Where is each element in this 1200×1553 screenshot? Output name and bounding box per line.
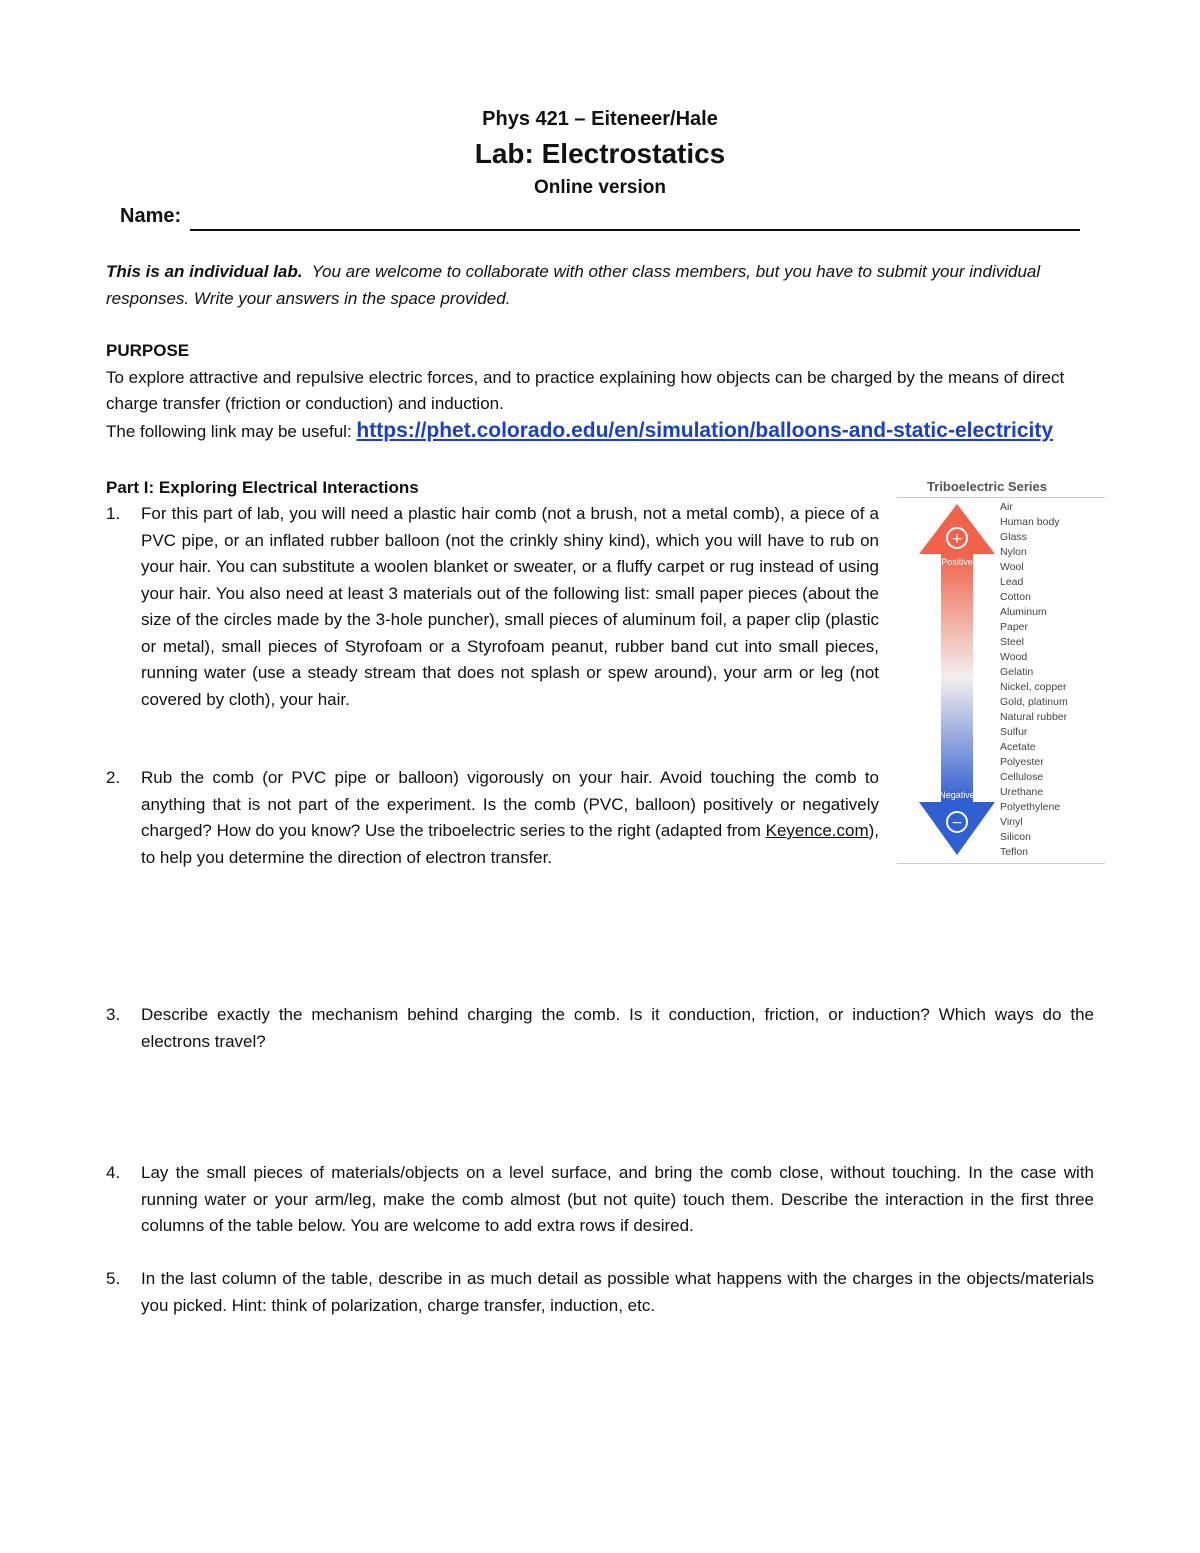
triboelectric-material: Natural rubber: [1000, 711, 1068, 723]
figure-bottom-rule: [897, 863, 1105, 864]
intro-paragraph: [106, 259, 1096, 312]
question-number: 1.: [106, 504, 121, 523]
arrow-shaft: [941, 554, 973, 802]
triboelectric-material: Nylon: [1000, 546, 1027, 558]
question-text-a: Rub the comb (or PVC pipe or balloon) vigorously on your hair. Avoid touching the comb to anything that is not part of the experiment. Is the comb (PVC, balloon) positively or negatively charged? How do you know? Use the triboelectric series to the right (adapted from: [141, 768, 879, 840]
question-text: For this part of lab, you will need a plastic hair comb (not a brush, not a metal comb), a piece of a PVC pipe, or an inflated rubber balloon (not the crinkly shiny kind), which you will have to rub on your hair. You can substitute a woolen blanket or sweater, or a fluffy carpet or rug instead of using your hair. You also need at least 3 materials out of the following list: small paper pieces (about the size of the circles made by the 3-hole puncher), small pieces of aluminum foil, a paper clip (plastic or metal), small pieces of Styrofoam or a Styrofoam peanut, rubber band cut into small pieces, running water (use a steady stream that does not splash or spew around), your arm or leg (not covered by cloth), your hair.: [141, 504, 879, 709]
triboelectric-material: Steel: [1000, 636, 1024, 648]
triboelectric-material: Air: [1000, 501, 1013, 513]
triboelectric-material: Urethane: [1000, 786, 1044, 798]
purpose-heading: PURPOSE: [106, 341, 190, 360]
triboelectric-material: Lead: [1000, 576, 1024, 588]
phet-link[interactable]: https://phet.colorado.edu/en/simulation/balloons-and-static-electricity: [356, 418, 1054, 442]
triboelectric-material: Gelatin: [1000, 666, 1034, 678]
name-label: Name:: [120, 205, 182, 227]
triboelectric-material: Gold, platinum: [1000, 696, 1068, 708]
triboelectric-material: Cotton: [1000, 591, 1031, 603]
triboelectric-material: Silicon: [1000, 831, 1031, 843]
intro-text: You are welcome to collaborate with other class members, but you have to submit your individual responses. Write your answers in the space provided.: [106, 262, 1041, 308]
question-text: In the last column of the table, describe in as much detail as possible what happens with the charges in the objects/materials you picked. Hint: think of polarization, charge transfer, induction, etc.: [141, 1269, 1094, 1315]
question-text: Lay the small pieces of materials/objects on a level surface, and bring the comb close, without touching. In the case with running water or your arm/leg, make the comb almost (but not quite) touch them. Describe the interaction in the first three columns of the table below. You are welcome to add extra rows if desired.: [141, 1163, 1094, 1235]
question-text: [141, 765, 879, 871]
triboelectric-material: Vinyl: [1000, 816, 1023, 828]
minus-symbol: −: [951, 815, 963, 831]
triboelectric-material: Nickel, copper: [1000, 681, 1067, 693]
figure-top-rule: [897, 497, 1105, 498]
triboelectric-material: Cellulose: [1000, 771, 1044, 783]
triboelectric-material: Wool: [1000, 561, 1024, 573]
triboelectric-series-figure: [897, 476, 1107, 866]
purpose-section: [106, 338, 1096, 445]
question-text: Describe exactly the mechanism behind charging the comb. Is it conduction, friction, or induction? Which ways do the electrons travel?: [141, 1005, 1094, 1051]
triboelectric-material: Polyethylene: [1000, 801, 1061, 813]
intro-bold: This is an individual lab.: [106, 262, 303, 281]
triboelectric-material: Wood: [1000, 651, 1028, 663]
part1-heading: Part I: Exploring Electrical Interactions: [106, 478, 419, 497]
link-prefix: The following link may be useful:: [106, 421, 352, 441]
triboelectric-materials-list: [1000, 500, 1068, 860]
name-field-line[interactable]: [190, 229, 1080, 231]
question-number: 3.: [106, 1005, 121, 1024]
plus-symbol: +: [951, 531, 963, 547]
triboelectric-title: Triboelectric Series: [927, 479, 1047, 494]
link-row: [106, 418, 1096, 446]
page-title: Lab: Electrostatics: [474, 138, 726, 169]
triboelectric-material: Sulfur: [1000, 726, 1028, 738]
triboelectric-material: Polyester: [1000, 756, 1044, 768]
triboelectric-material: Teflon: [1000, 846, 1029, 858]
positive-label: Positive: [941, 557, 973, 567]
question-text-b: ), to help you determine the direction of electron transfer.: [141, 821, 880, 867]
triboelectric-material: Acetate: [1000, 741, 1036, 753]
question-number: 2.: [106, 768, 121, 787]
question-2: [106, 765, 881, 895]
question-number: 5.: [106, 1269, 121, 1288]
triboelectric-material: Human body: [1000, 516, 1060, 528]
question-number: 4.: [106, 1163, 121, 1182]
question-1: [106, 501, 881, 741]
question-3: [106, 1002, 1096, 1062]
page-subtitle: Online version: [534, 177, 666, 198]
question-5: [106, 1266, 1096, 1326]
triboelectric-material: Aluminum: [1000, 606, 1047, 618]
negative-label: Negative: [939, 790, 975, 800]
keyence-link[interactable]: Keyence.com: [765, 821, 869, 840]
purpose-text: To explore attractive and repulsive electric forces, and to practice explaining how objects can be charged by the means of direct charge transfer (friction or conduction) and induction.: [106, 367, 1065, 413]
question-4: [106, 1160, 1096, 1250]
course-header: Phys 421 – Eiteneer/Hale: [482, 108, 718, 130]
triboelectric-material: Paper: [1000, 621, 1029, 633]
triboelectric-material: Glass: [1000, 531, 1027, 543]
